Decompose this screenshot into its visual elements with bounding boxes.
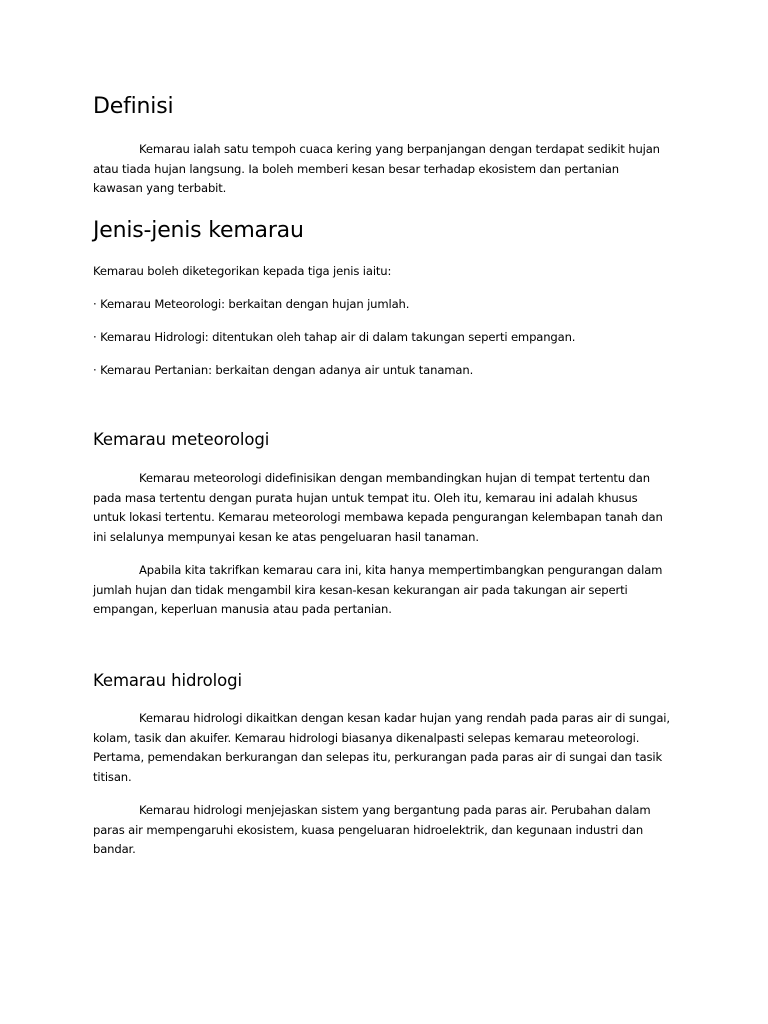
text-line: pada masa tertentu dengan purata hujan untuk tempat itu. Oleh itu, kemarau ini adalah khusus	[93, 490, 638, 505]
text-line: ini selalunya mempunyai kesan ke atas pengeluaran hasil tanaman.	[93, 529, 479, 544]
text-line: Pertama, pemendakan berkurangan dan selepas itu, perkurangan pada paras air di sungai dan tasik	[93, 750, 663, 764]
bullet-item: · Kemarau Pertanian: berkaitan dengan adanya air untuk tanaman.	[93, 363, 474, 377]
heading-definisi: Definisi	[93, 94, 174, 119]
text-line: Kemarau ialah satu tempoh cuaca kering yang berpanjangan dengan terdapat sedikit hujan	[139, 142, 660, 156]
text-line: paras air mempengaruhi ekosistem, kuasa pengeluaran hidroelektrik, dan kegunaan industri dan	[93, 822, 644, 837]
paragraph-hidrologi-1	[93, 709, 670, 787]
intro-jenis-kemarau: Kemarau boleh diketegorikan kepada tiga jenis iaitu:	[93, 264, 392, 278]
heading-kemarau-meteorologi: Kemarau meteorologi	[93, 430, 270, 449]
text-line: untuk lokasi tertentu. Kemarau meteorologi membawa kepada pengurangan kelembapan tanah dan	[93, 510, 663, 524]
text-line: Kemarau meteorologi didefinisikan dengan membandingkan hujan di tempat tertentu dan	[139, 471, 650, 485]
text-line: Kemarau hidrologi dikaitkan dengan kesan kadar hujan yang rendah pada paras air di sungai,	[139, 711, 670, 725]
text-line: kawasan yang terbabit.	[93, 181, 227, 195]
text-line: kolam, tasik dan akuifer. Kemarau hidrologi biasanya dikenalpasti selepas kemarau meteorologi.	[93, 730, 640, 745]
paragraph-meteorologi-1	[93, 469, 663, 547]
bullet-item: · Kemarau Meteorologi: berkaitan dengan hujan jumlah.	[93, 297, 410, 311]
heading-kemarau-hidrologi: Kemarau hidrologi	[93, 671, 242, 690]
heading-jenis-kemarau: Jenis-jenis kemarau	[93, 218, 304, 243]
text-line: jumlah hujan dan tidak mengambil kira kesan-kesan kekurangan air pada takungan air seperti	[93, 582, 628, 597]
text-line: Apabila kita takrifkan kemarau cara ini, kita hanya mempertimbangkan pengurangan dalam	[139, 563, 663, 577]
text-line: Kemarau hidrologi menjejaskan sistem yang bergantung pada paras air. Perubahan dalam	[139, 803, 651, 817]
paragraph-hidrologi-2	[93, 801, 651, 860]
text-line: atau tiada hujan langsung. Ia boleh memberi kesan besar terhadap ekosistem dan pertanian	[93, 161, 619, 176]
paragraph-meteorologi-2	[93, 561, 662, 620]
bullet-item: · Kemarau Hidrologi: ditentukan oleh tahap air di dalam takungan seperti empangan.	[93, 330, 576, 344]
text-line: empangan, keperluan manusia atau pada pertanian.	[93, 602, 392, 616]
paragraph-definisi	[93, 140, 660, 199]
text-line: titisan.	[93, 769, 132, 784]
text-line: bandar.	[93, 842, 136, 856]
